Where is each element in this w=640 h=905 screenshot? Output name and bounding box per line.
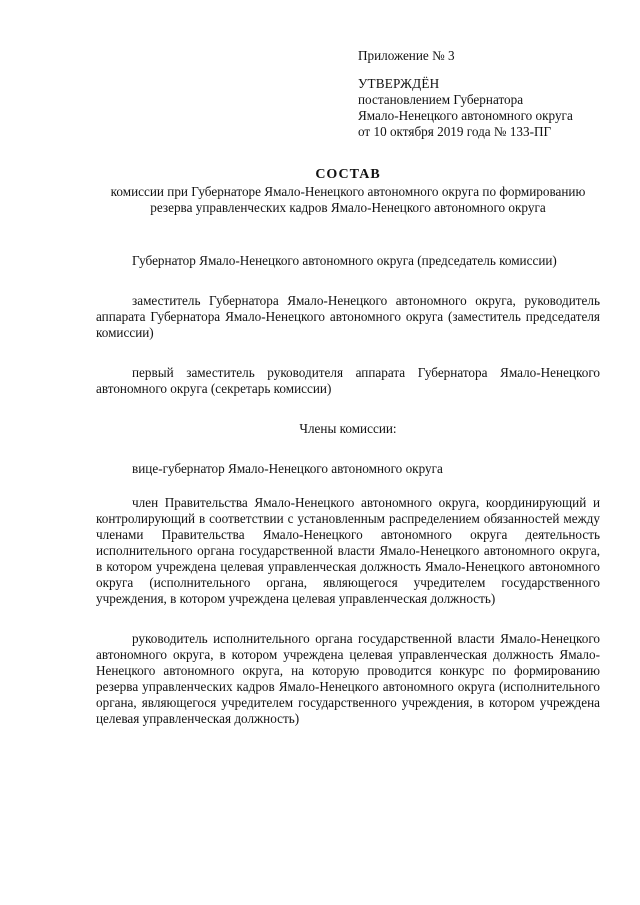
- document-header: [88, 167, 608, 216]
- approval-stamp-block: [358, 48, 618, 140]
- annex-number: Приложение № 3: [358, 48, 455, 63]
- member-entry: член Правительства Ямало-Ненецкого автономного округа, координирующий и контролирующий в соответствии с установленным распределением обязанностей между членами Правительства Ямало-Ненецкого автономного округа деятельность исполнительного органа государственной власти Ямало-Ненецкого автономного округа, в котором учреждена целевая управленческая должность Ямало-Ненецкого автономного округа (исполнительного органа, являющегося учредителем государственного учреждения, в котором учреждена целевая управленческая должность): [96, 495, 600, 606]
- document-title: СОСТАВ: [315, 167, 381, 182]
- secretary-entry: первый заместитель руководителя аппарата Губернатора Ямало-Ненецкого автономного округа (секретарь комиссии): [96, 365, 600, 396]
- chairman-entry: Губернатор Ямало-Ненецкого автономного округа (председатель комиссии): [132, 253, 557, 268]
- approval-line-2: Ямало-Ненецкого автономного округа: [358, 108, 573, 123]
- document-subtitle: комиссии при Губернаторе Ямало-Ненецкого автономного округа по формированию резерва управленческих кадров Ямало-Ненецкого автономного округа: [110, 184, 586, 215]
- members-heading: Члены комиссии:: [299, 421, 397, 436]
- approval-line-1: постановлением Губернатора: [358, 92, 524, 107]
- member-entry: руководитель исполнительного органа государственной власти Ямало-Ненецкого автономного округа, в котором учреждена целевая управленческая должность Ямало-Ненецкого автономного округа, на которую проводится конкурс по формированию резерва управленческих кадров Ямало-Ненецкого автономного округа (исполнительного органа, являющегося учредителем государственного учреждения, в котором учреждена целевая управленческая должность): [96, 631, 600, 726]
- approval-line-3: от 10 октября 2019 года № 133-ПГ: [358, 124, 552, 139]
- approved-label: УТВЕРЖДЁН: [358, 76, 440, 91]
- member-entry: вице-губернатор Ямало-Ненецкого автономного округа: [132, 461, 443, 476]
- deputy-chairman-entry: заместитель Губернатора Ямало-Ненецкого автономного округа, руководитель аппарата Губернатора Ямало-Ненецкого автономного округа (заместитель председателя комиссии): [96, 293, 600, 340]
- composition-list: [96, 253, 600, 751]
